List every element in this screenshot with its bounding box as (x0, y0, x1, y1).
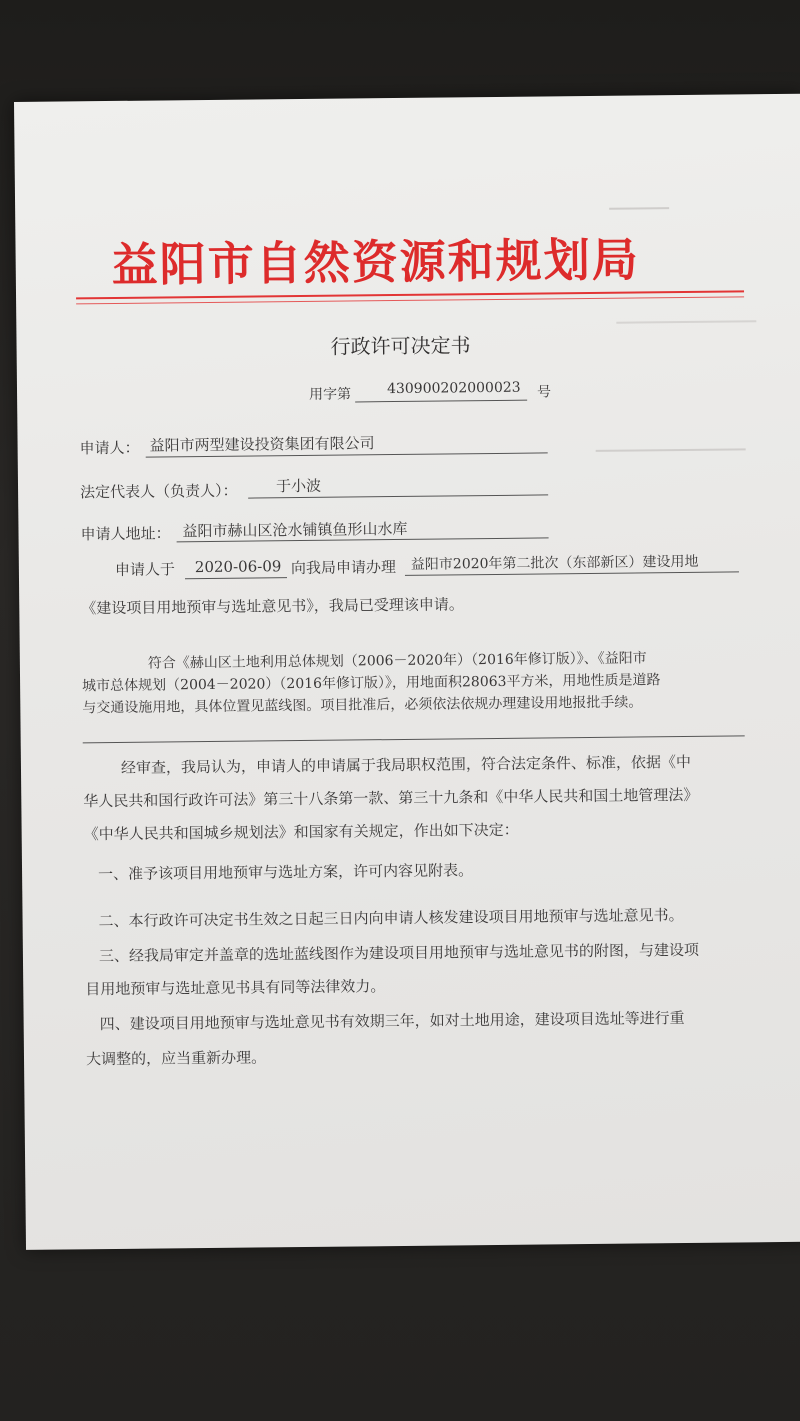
application-middle: 向我局申请办理 (290, 558, 397, 578)
application-prefix: 申请人于 (114, 560, 176, 579)
section-divider (83, 735, 745, 743)
bleed-mark (616, 320, 756, 323)
legal-rep-value: 于小波 (275, 476, 322, 496)
date-underline (185, 577, 287, 579)
address-value: 益阳市赫山区沧水铺镇鱼形山水库 (182, 519, 408, 541)
review-line1: 经审查，我局认为，申请人的申请属于我局职权范围，符合法定条件、标准，依据《中 (120, 752, 692, 777)
decision-2: 二、本行政许可决定书生效之日起三日内向申请人核发建设项目用地预审与选址意见书。 (98, 906, 684, 931)
address-label: 申请人地址： (80, 524, 171, 544)
decision-3-line1: 三、经我局审定并盖章的选址蓝线图作为建设项目用地预审与选址意见书的附图，与建设项 (98, 940, 700, 966)
decision-4-line2: 大调整的，应当重新办理。 (85, 1048, 267, 1069)
document-title: 行政许可决定书 (330, 333, 471, 359)
application-project: 益阳市2020年第二批次（东部新区）建设用地 (410, 553, 699, 573)
conformity-line2: 城市总体规划（2004－2020）（2016年修订版）》，用地面积28063平方米，用地性质是道路 (82, 672, 661, 695)
decision-3-line2: 目用地预审与选址意见书具有同等法律效力。 (85, 977, 386, 999)
application-date: 2020-06-09 (194, 557, 282, 577)
ref-suffix: 号 (536, 384, 552, 401)
legal-rep-label: 法定代表人（负责人）： (79, 481, 238, 502)
application-line2: 《建设项目用地预审与选址意见书》，我局已受理该申请。 (81, 595, 464, 618)
document-page (14, 94, 800, 1250)
conformity-line1: 符合《赫山区土地利用总体规划（2006－2020年）（2016年修订版）》、《益阳市 (147, 650, 647, 672)
bleed-mark (596, 448, 746, 452)
applicant-label: 申请人： (79, 438, 140, 458)
ref-prefix: 用字第 (308, 386, 352, 403)
review-line3: 《中华人民共和国城乡规划法》和国家有关规定，作出如下决定： (83, 820, 519, 844)
decision-4-line1: 四、建设项目用地预审与选址意见书有效期三年，如对土地用途，建设项目选址等进行重 (99, 1009, 685, 1034)
applicant-value: 益阳市两型建设投资集团有限公司 (149, 434, 375, 455)
ref-underline (355, 400, 527, 403)
bleed-mark (609, 207, 669, 210)
agency-letterhead: 益阳市自然资源和规划局 (111, 232, 640, 292)
review-line2: 华人民共和国行政许可法》第三十八条第一款、第三十九条和《中华人民共和国土地管理法》 (83, 785, 699, 811)
ref-number: 430900202000023 (386, 379, 521, 398)
conformity-line3: 与交通设施用地，具体位置见蓝线图。项目批准后，必须依法依规办理建设用地报批手续。 (82, 694, 643, 717)
decision-1: 一、准予该项目用地预审与选址方案，许可内容见附表。 (97, 861, 474, 884)
